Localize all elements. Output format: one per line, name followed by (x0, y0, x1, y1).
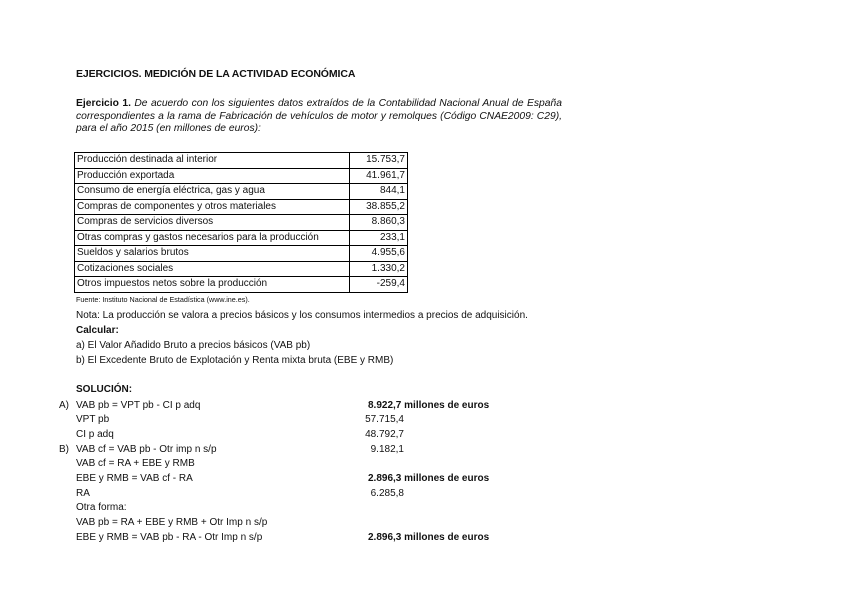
row-value: 41.961,7 (350, 168, 408, 184)
solution-line-label: Otra forma: (76, 502, 127, 513)
solution-line-result: 2.896,3 millones de euros (368, 473, 490, 484)
exercise-text: De acuerdo con los siguientes datos extraídos de la Contabilidad Nacional Anual de España correspondientes a la rama de Fabricación de vehículos de motor y remolques (Código CNAE2009: C29), para el año 2015 (en millones de euros): (76, 98, 562, 134)
question-b: b) El Excedente Bruto de Explotación y Renta mixta bruta (EBE y RMB) (76, 355, 394, 366)
row-value: 8.860,3 (350, 215, 408, 231)
solution-line-label: VAB pb = RA + EBE y RMB + Otr Imp n s/p (76, 517, 268, 528)
row-label: Producción exportada (75, 168, 350, 184)
row-label: Compras de componentes y otros materiales (75, 199, 350, 215)
row-label: Sueldos y salarios brutos (75, 246, 350, 262)
question-a: a) El Valor Añadido Bruto a precios básicos (VAB pb) (76, 340, 311, 351)
solution-line-value: 6.285,8 (370, 488, 404, 499)
row-value: 38.855,2 (350, 199, 408, 215)
table-row (75, 168, 408, 184)
row-label: Otros impuestos netos sobre la producción (75, 277, 350, 293)
solution-line-value: 9.182,1 (370, 444, 404, 455)
row-value: 233,1 (350, 230, 408, 246)
solution-line-result: 8.922,7 millones de euros (368, 400, 490, 411)
row-value: -259,4 (350, 277, 408, 293)
solution-line-label: EBE y RMB = VAB pb - RA - Otr Imp n s/p (76, 532, 263, 543)
marker-a: A) (59, 400, 69, 411)
solution-line-label: RA (76, 488, 90, 499)
row-value: 15.753,7 (350, 153, 408, 169)
table-row (75, 153, 408, 169)
solution-line-result: 2.896,3 millones de euros (368, 532, 490, 543)
row-label: Producción destinada al interior (75, 153, 350, 169)
table-row (75, 230, 408, 246)
source-note: Fuente: Instituto Nacional de Estadística (www.ine.es). (76, 295, 250, 304)
solution-line-label: VAB cf = RA + EBE y RMB (76, 458, 195, 469)
exercise-statement (76, 98, 562, 136)
row-value: 844,1 (350, 184, 408, 200)
solution-line-label: VAB cf = VAB pb - Otr imp n s/p (76, 444, 217, 455)
solution-line-label: VAB pb = VPT pb - CI p adq (76, 400, 201, 411)
row-label: Compras de servicios diversos (75, 215, 350, 231)
solution-line-label: CI p adq (76, 429, 114, 440)
solution-heading: SOLUCIÓN: (76, 384, 133, 395)
page-title: EJERCICIOS. MEDICIÓN DE LA ACTIVIDAD ECONÓMICA (76, 68, 356, 80)
calcular-heading: Calcular: (76, 325, 119, 336)
table-row (75, 246, 408, 262)
marker-b: B) (59, 444, 69, 455)
row-label: Consumo de energía eléctrica, gas y agua (75, 184, 350, 200)
solution-line-label: EBE y RMB = VAB cf - RA (76, 473, 193, 484)
valuation-note: Nota: La producción se valora a precios básicos y los consumos intermedios a precios de adquisición. (76, 310, 528, 321)
table-row (75, 184, 408, 200)
row-label: Cotizaciones sociales (75, 261, 350, 277)
table-row (75, 277, 408, 293)
solution-line-value: 48.792,7 (365, 429, 404, 440)
solution-line-label: VPT pb (76, 414, 110, 425)
solution-line-value: 57.715,4 (365, 414, 404, 425)
row-value: 4.955,6 (350, 246, 408, 262)
row-label: Otras compras y gastos necesarios para la producción (75, 230, 350, 246)
table-row (75, 261, 408, 277)
row-value: 1.330,2 (350, 261, 408, 277)
exercise-label: Ejercicio 1. (76, 98, 131, 109)
table-row (75, 199, 408, 215)
data-table (74, 152, 408, 293)
table-row (75, 215, 408, 231)
